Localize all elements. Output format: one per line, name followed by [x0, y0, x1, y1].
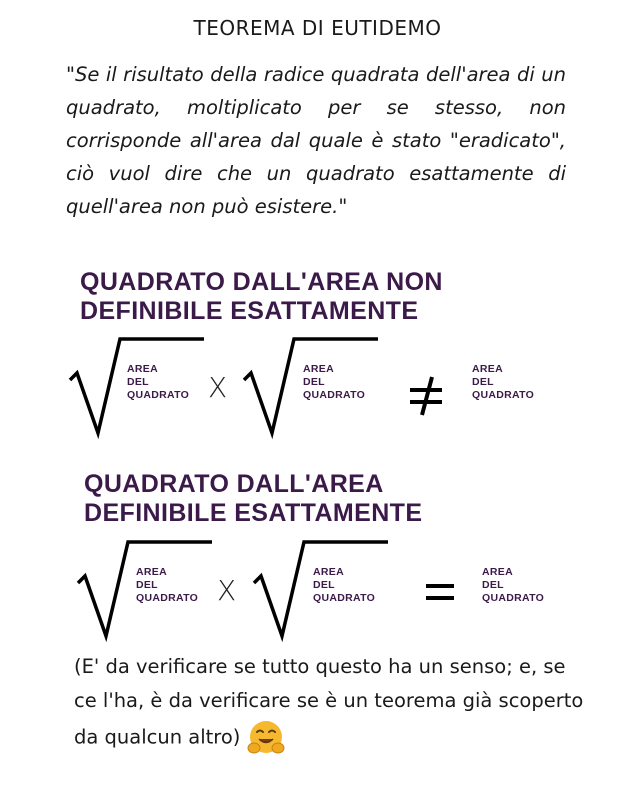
result-label: AREA DEL QUADRATO — [472, 363, 535, 401]
heading-line: DEFINIBILE ESATTAMENTE — [80, 297, 419, 325]
formula-non-definable — [0, 335, 635, 445]
radicand-label: AREA DEL QUADRATO — [303, 363, 366, 401]
formula-definable — [0, 538, 635, 648]
heading-line: DEFINIBILE ESATTAMENTE — [84, 499, 423, 527]
radicand-label: AREA DEL QUADRATO — [127, 363, 190, 401]
multiply-sign: X — [208, 371, 228, 404]
heading-non-definable — [80, 268, 443, 326]
theorem-quote: "Se il risultato della radice quadrata dell'area di un quadrato, moltiplicato per se stesso, non corrisponde all'area dal quale è stato "eradicato", ciò vuol dire che un quadrato esattamente di quell'area non può esistere." — [66, 63, 566, 218]
verification-note — [74, 650, 594, 758]
result-label: AREA DEL QUADRATO — [482, 566, 545, 604]
not-equal-icon — [408, 375, 444, 417]
radicand-label: AREA DEL QUADRATO — [136, 566, 199, 604]
radicand-label: AREA DEL QUADRATO — [313, 566, 376, 604]
hugging-face-icon — [246, 718, 286, 758]
page-title: TEOREMA DI EUTIDEMO — [193, 16, 442, 40]
note-text: (E' da verificare se tutto questo ha un senso; e, se ce l'ha, è da verificare se è un teorema già scoperto da qualcun altro) — [74, 655, 584, 749]
heading-line: QUADRATO DALL'AREA — [84, 470, 384, 498]
equals-icon — [424, 578, 456, 608]
multiply-sign: X — [217, 574, 237, 607]
heading-line: QUADRATO DALL'AREA NON — [80, 268, 443, 296]
heading-definable — [84, 470, 422, 528]
